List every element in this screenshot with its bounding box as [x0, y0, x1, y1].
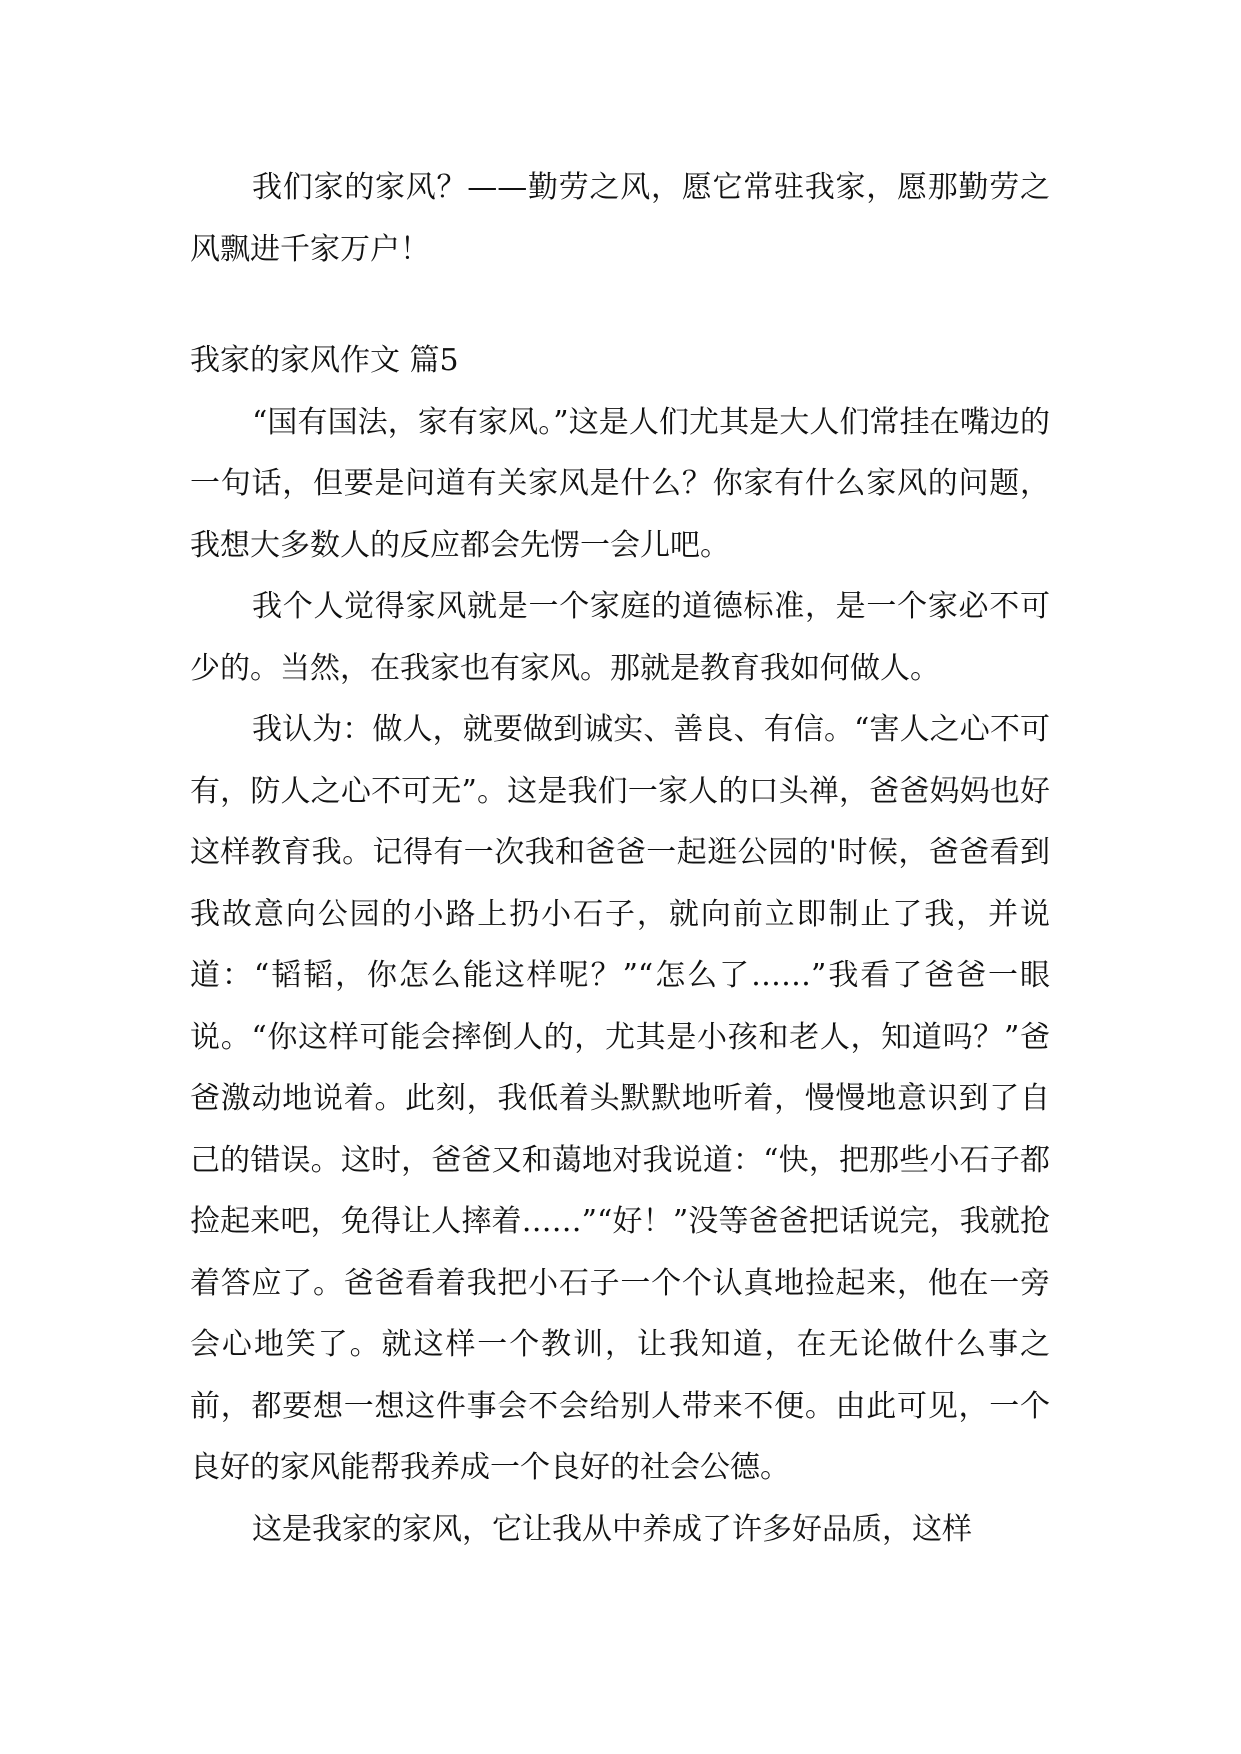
- article-paragraph: 我认为：做人，就要做到诚实、善良、有信。“害人之心不可有，防人之心不可无”。这是我们一家人的口头禅，爸爸妈妈也好这样教育我。记得有一次我和爸爸一起逛公园的'时候，爸爸看到我故意向公园的小路上扔小石子，就向前立即制止了我，并说道：“韬韬，你怎么能这样呢？”“怎么了……”我看了爸爸一眼说。“你这样可能会摔倒人的，尤其是小孩和老人，知道吗？”爸爸激动地说着。此刻，我低着头默默地听着，慢慢地意识到了自己的错误。这时，爸爸又和蔼地对我说道：“快，把那些小石子都捡起来吧，免得让人摔着……”“好！”没等爸爸把话说完，我就抢着答应了。爸爸看着我把小石子一个个认真地捡起来，他在一旁会心地笑了。就这样一个教训，让我知道，在无论做什么事之前，都要想一想这件事会不会给别人带来不便。由此可见，一个良好的家风能帮我养成一个良好的社会公德。: [190, 712, 1050, 1485]
- intro-section: [190, 157, 1050, 280]
- article-paragraph: 我个人觉得家风就是一个家庭的道德标准，是一个家必不可少的。当然，在我家也有家风。那就是教育我如何做人。: [190, 589, 1050, 686]
- article-paragraph: 这是我家的家风，它让我从中养成了许多好品质，这样: [252, 1511, 972, 1547]
- article-heading: 我家的家风作文 篇5: [190, 343, 459, 378]
- article-section: [190, 330, 1050, 1560]
- intro-paragraph: 我们家的家风？——勤劳之风，愿它常驻我家，愿那勤劳之风飘进千家万户！: [190, 170, 1050, 267]
- article-paragraph: “国有国法，家有家风。”这是人们尤其是大人们常挂在嘴边的一句话，但要是问道有关家风是什么？你家有什么家风的问题，我想大多数人的反应都会先愣一会儿吧。: [190, 404, 1050, 563]
